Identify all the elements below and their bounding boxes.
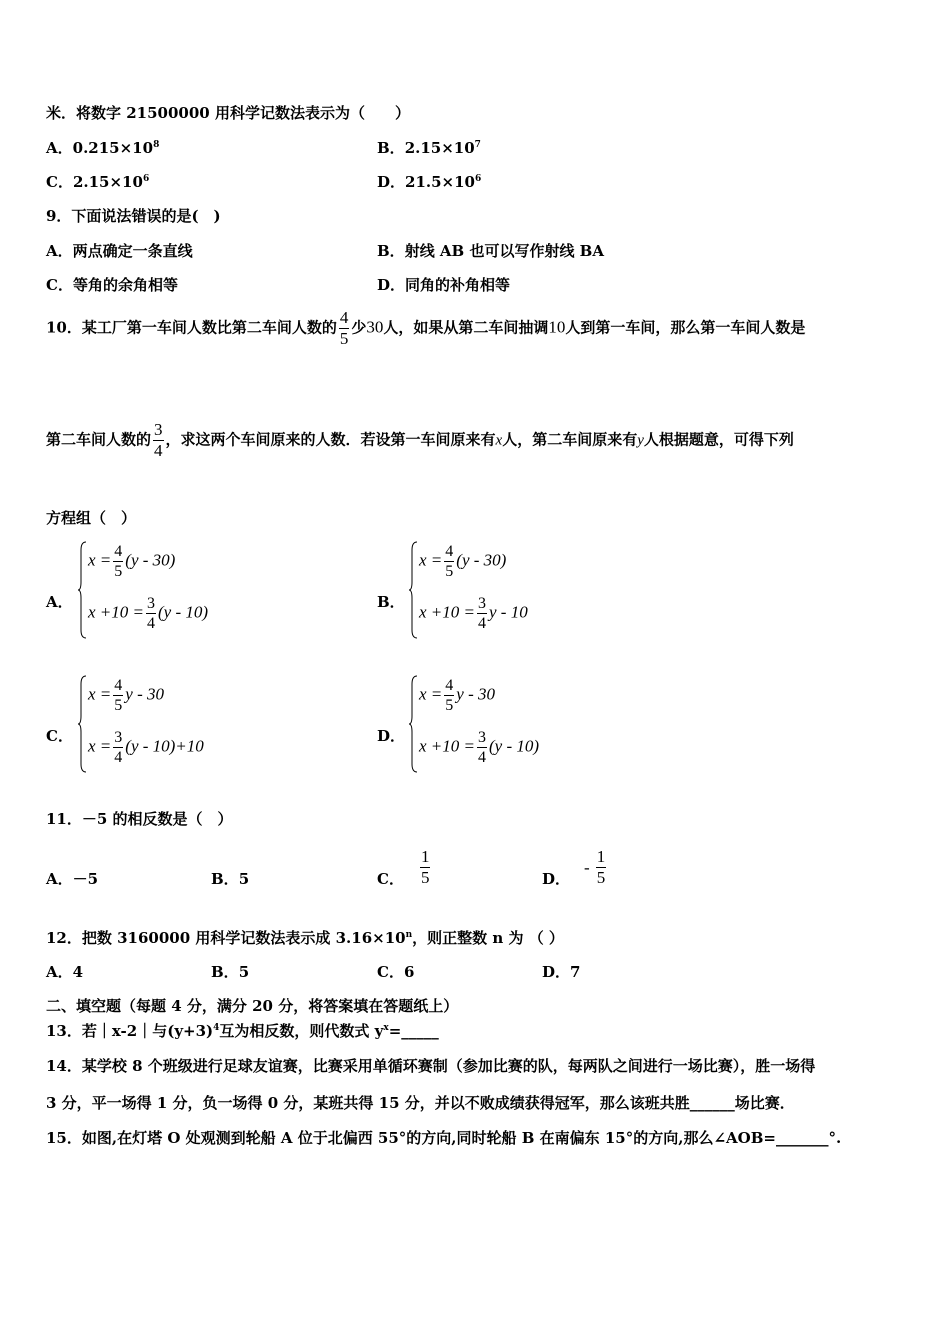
fraction-three-quarters: $\frac{3}{4}$	[154, 420, 163, 460]
q9-option-b: B．射线 AB 也可以写作射线 BA	[377, 242, 604, 260]
q13: 13．若｜x-2｜与$(y+3)^4$互为相反数，则代数式 $y^x=\_\_\_\_\_$	[46, 1022, 439, 1040]
q8-option-b: B．$2.15\times 10^7$	[377, 139, 481, 157]
brace-icon	[409, 540, 419, 640]
q11-option-d: D．- $\frac{1}{5}$	[542, 847, 606, 888]
q12-option-b: B．5	[211, 963, 250, 981]
q11-option-b: B．5	[211, 870, 250, 888]
q11-option-a: A．－5	[46, 870, 99, 888]
q12-option-d: D．7	[542, 963, 581, 981]
q12-option-a: A．4	[46, 963, 84, 981]
q10-option-c-system: x = $\frac{4}{5}$ y - 30 x = $\frac{3}{4}$ (y - 10)+10	[78, 674, 338, 774]
q15: 15．如图,在灯塔 O 处观测到轮船 A 位于北偏西 55°的方向,同时轮船 B 在南偏东 15°的方向,那么∠AOB=_______°.	[46, 1129, 842, 1147]
q8-option-a: A．$0.215\times 10^8$	[46, 139, 160, 157]
brace-icon	[78, 674, 88, 774]
q12-stem: 12．把数 3160000 用科学记数法表示成 $3.16\times 10^n$，则正整数 n 为 （ ）	[46, 929, 564, 947]
q10-option-d-system: x = $\frac{4}{5}$ y - 30 x +10 = $\frac{3}{4}$ (y - 10)	[409, 674, 669, 774]
q8-option-d: D．$21.5\times 10^6$	[377, 173, 482, 191]
section-heading-fill-in: 二、填空题（每题 4 分，满分 20 分，将答案填在答题纸上）	[46, 997, 459, 1015]
q10-option-a-label: A．	[46, 593, 73, 611]
q10-option-c-label: C．	[46, 727, 73, 745]
q10-line3: 方程组（ ）	[46, 509, 137, 527]
q10-line1: 10．某工厂第一车间人数比第二车间人数的 $\frac{4}{5}$ 少30人，如果从第二车间抽调10人到第一车间，那么第一车间人数是	[46, 308, 806, 348]
q9-option-d: D．同角的补角相等	[377, 276, 511, 294]
q9-option-a: A．两点确定一条直线	[46, 242, 193, 260]
q14-line1: 14．某学校 8 个班级进行足球友谊赛，比赛采用单循环赛制（参加比赛的队，每两队之间进行一场比赛），胜一场得	[46, 1057, 816, 1075]
q10-option-d-label: D．	[377, 727, 406, 745]
q14-line2: 3 分，平一场得 1 分，负一场得 0 分，某班共得 15 分，并以不败成绩获得冠军，那么该班共胜______场比赛．	[46, 1094, 795, 1112]
q8-stem: 米．将数字 21500000 用科学记数法表示为（ ）	[46, 104, 410, 122]
q9-option-c: C．等角的余角相等	[46, 276, 178, 294]
q9-stem: 9．下面说法错误的是( )	[46, 207, 221, 225]
brace-icon	[78, 540, 88, 640]
q12-option-c: C．6	[377, 963, 415, 981]
q10-option-b-system: x = $\frac{4}{5}$ (y - 30) x +10 = $\frac{3}{4}$ y - 10	[409, 540, 669, 640]
fraction-four-fifths: $\frac{4}{5}$	[339, 308, 349, 348]
q10-line2: 第二车间人数的 $\frac{3}{4}$ ，求这两个车间原来的人数．若设第一车间原来有x人，第二车间原来有y人根据题意，可得下列	[46, 420, 794, 460]
q11-stem: 11．－5 的相反数是（ ）	[46, 810, 233, 828]
q11-option-c: C． $\frac{1}{5}$	[377, 847, 430, 888]
q8-option-c: C．$2.15\times 10^6$	[46, 173, 150, 191]
q10-option-b-label: B．	[377, 593, 405, 611]
brace-icon	[409, 674, 419, 774]
q10-option-a-system: x = $\frac{4}{5}$ (y - 30) x +10 = $\frac{3}{4}$ (y - 10)	[78, 540, 338, 640]
